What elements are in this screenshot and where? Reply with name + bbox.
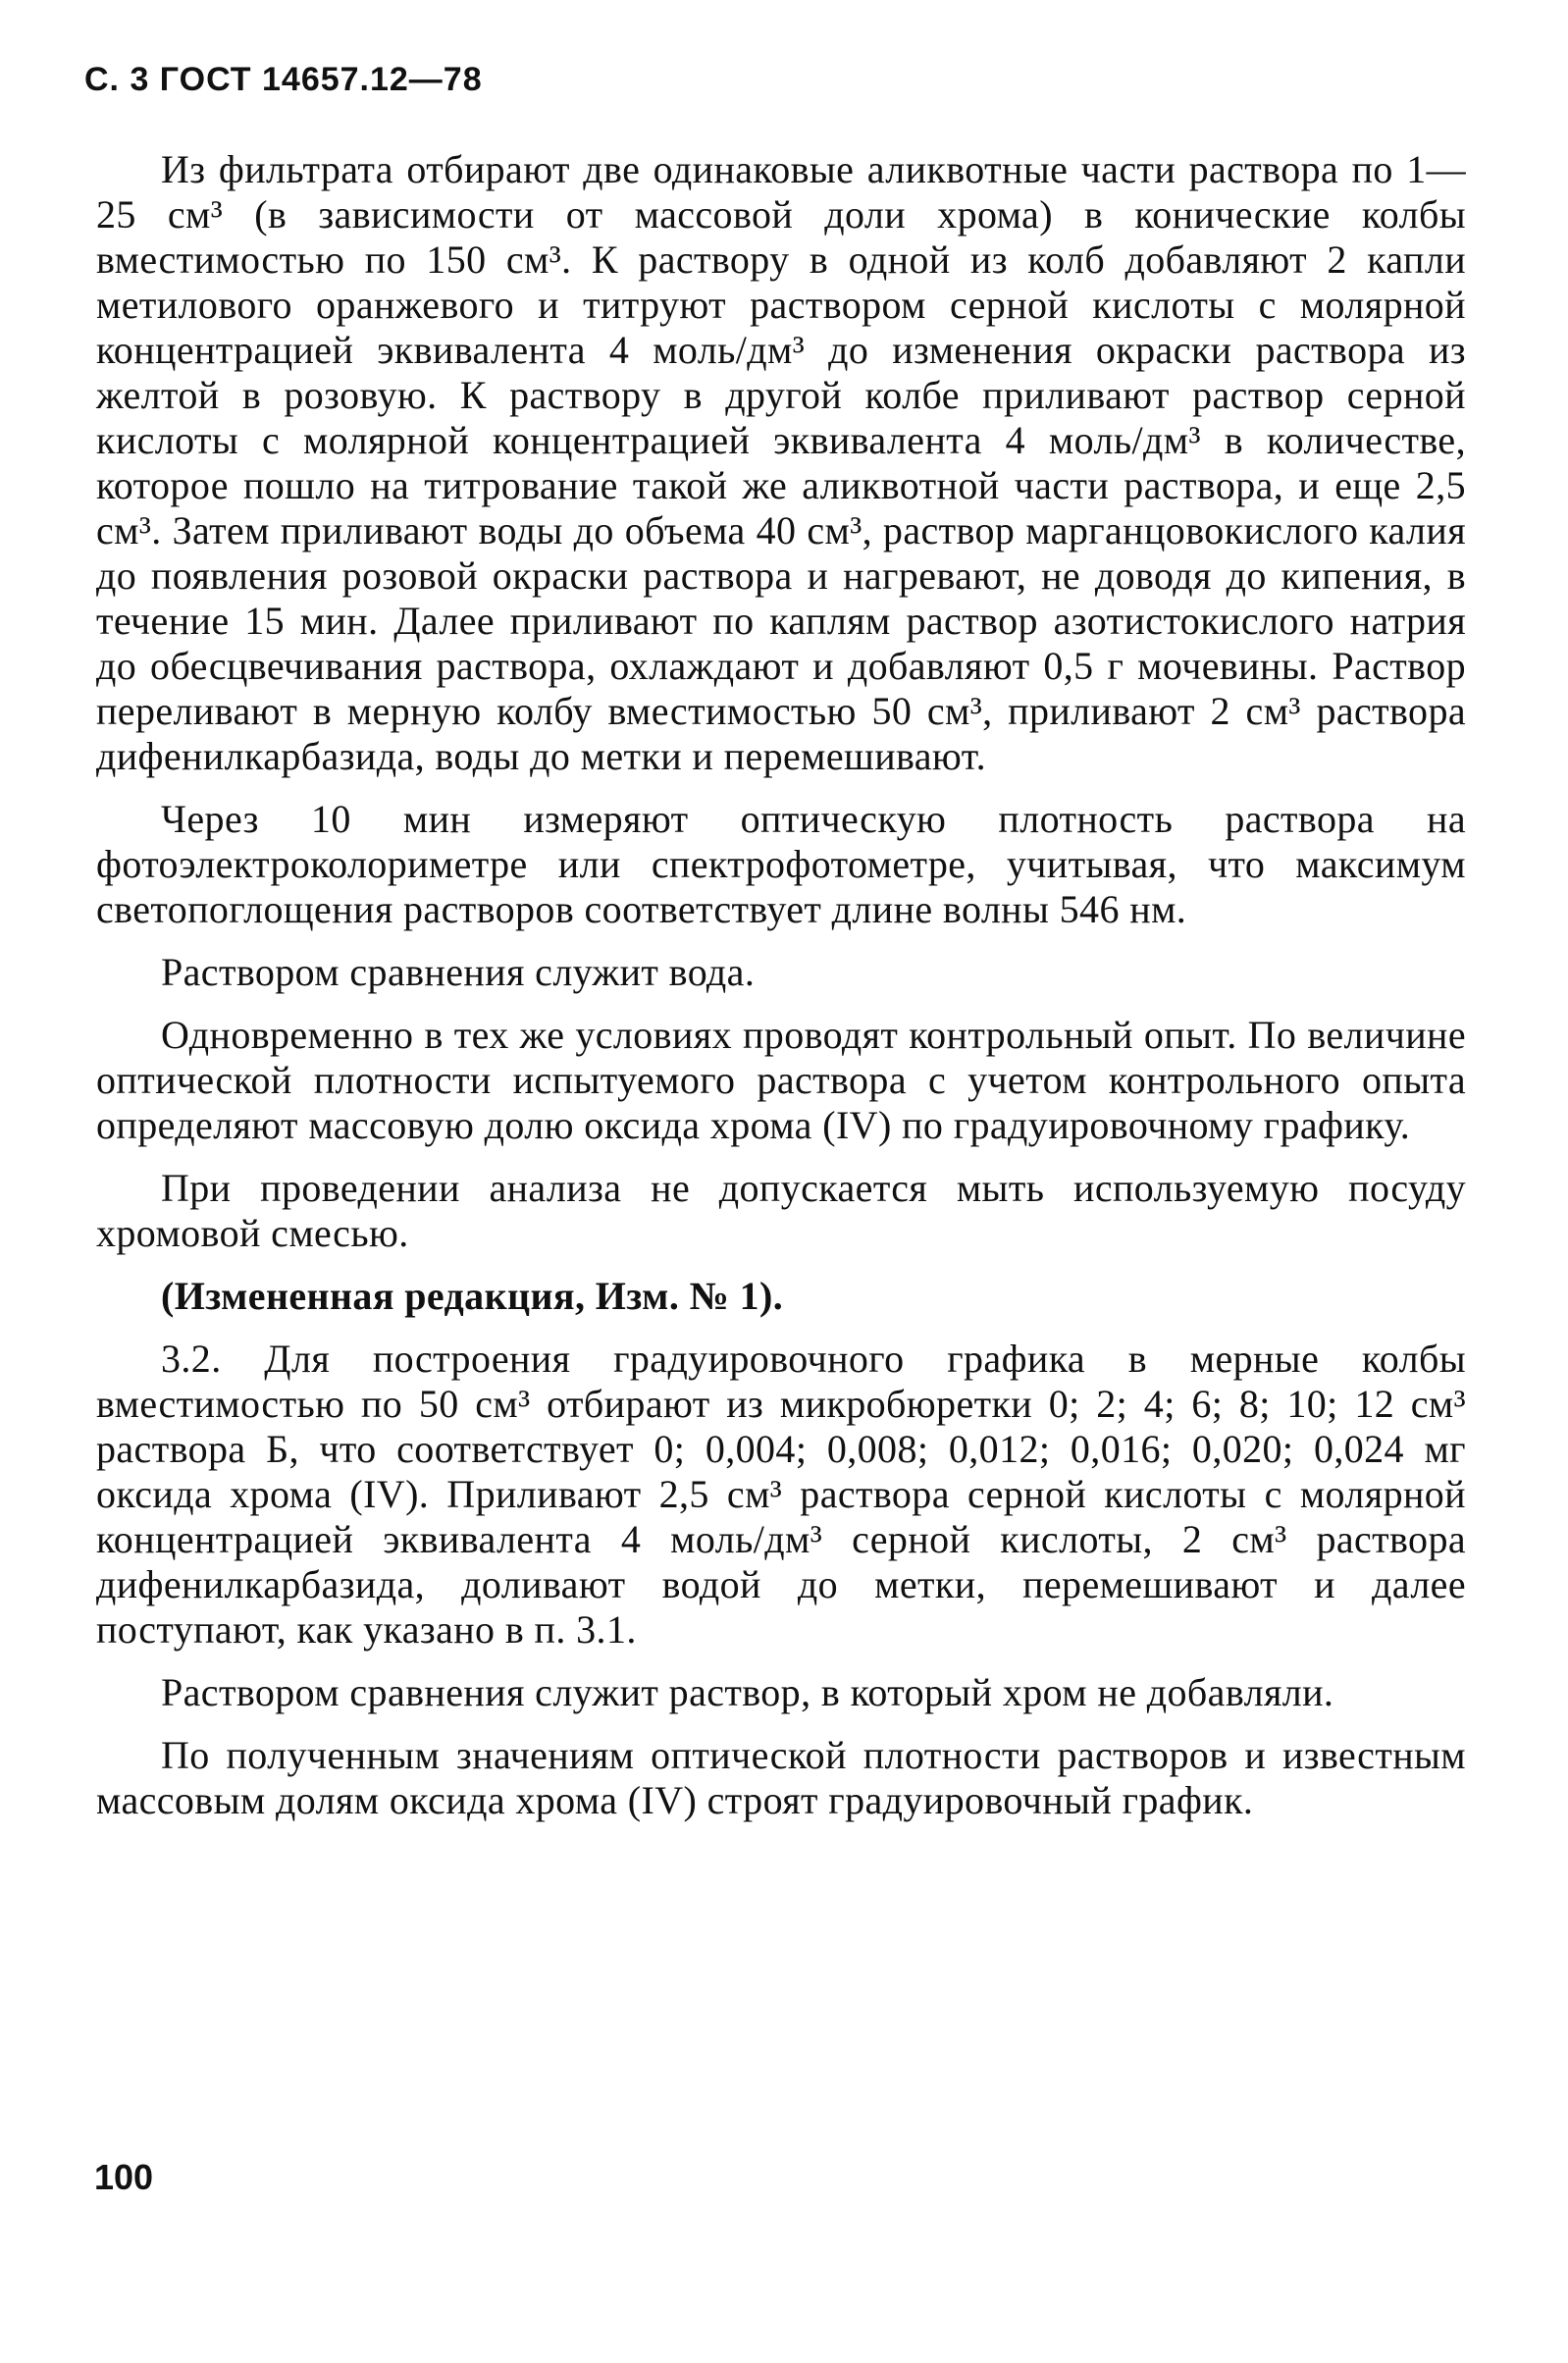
amendment-note: (Измененная редакция, Изм. № 1). bbox=[161, 1274, 784, 1318]
page-header: С. 3 ГОСТ 14657.12—78 bbox=[84, 61, 483, 98]
paragraph-optical-density: Через 10 мин измеряют оптическую плотность раствора на фотоэлектроколориметре или спектрофотометре, учитывая, что максимум светопоглощения растворов соответствует длине волны 546 нм. bbox=[96, 797, 1466, 931]
paragraph-calibration-graph: По полученным значениям оптической плотности растворов и известным массовым долям оксида хрома (IV) строят градуировочный график. bbox=[96, 1733, 1466, 1822]
document-body bbox=[96, 147, 1466, 1841]
page-number: 100 bbox=[94, 2157, 154, 2197]
paragraph-calibration-3-2: 3.2. Для построения градуировочного графика в мерные колбы вместимостью по 50 см³ отбирают из микробюретки 0; 2; 4; 6; 8; 10; 12 см³ раствора Б, что соответствует 0; 0,004; 0,008; 0,012; 0,016; 0,020; 0,024 мг оксида хрома (IV). Приливают 2,5 см³ раствора серной кислоты с молярной концентрацией эквивалента 4 моль/дм³ серной кислоты, 2 см³ раствора дифенилкарбазида, доливают водой до метки, перемешивают и далее поступают, как указано в п. 3.1. bbox=[96, 1337, 1466, 1652]
paragraph-reference-solution: Раствором сравнения служит раствор, в который хром не добавляли. bbox=[161, 1670, 1334, 1714]
paragraph-reference-water: Раствором сравнения служит вода. bbox=[161, 950, 756, 994]
paragraph-control-experiment: Одновременно в тех же условиях проводят контрольный опыт. По величине оптической плотности испытуемого раствора с учетом контрольного опыта определяют массовую долю оксида хрома (IV) по градуировочному графику. bbox=[96, 1013, 1466, 1147]
paragraph-chromic-mixture-warning: При проведении анализа не допускается мыть используемую посуду хромовой смесью. bbox=[96, 1166, 1466, 1255]
paragraph-filtrate-procedure: Из фильтрата отбирают две одинаковые аликвотные части раствора по 1—25 см³ (в зависимости от массовой доли хрома) в конические колбы вместимостью по 150 см³. К раствору в одной из колб добавляют 2 капли метилового оранжевого и титруют раствором серной кислоты с молярной концентрацией эквивалента 4 моль/дм³ до изменения окраски раствора из желтой в розовую. К раствору в другой колбе приливают раствор серной кислоты с молярной концентрацией эквивалента 4 моль/дм³ в количестве, которое пошло на титрование такой же аликвотной части раствора, и еще 2,5 см³. Затем приливают воды до объема 40 см³, раствор марганцовокислого калия до появления розовой окраски раствора и нагревают, не доводя до кипения, в течение 15 мин. Далее приливают по каплям раствор азотистокислого натрия до обесцвечивания раствора, охлаждают и добавляют 0,5 г мочевины. Раствор переливают в мерную колбу вместимостью 50 см³, приливают 2 см³ раствора дифенилкарбазида, воды до метки и перемешивают. bbox=[96, 147, 1466, 778]
